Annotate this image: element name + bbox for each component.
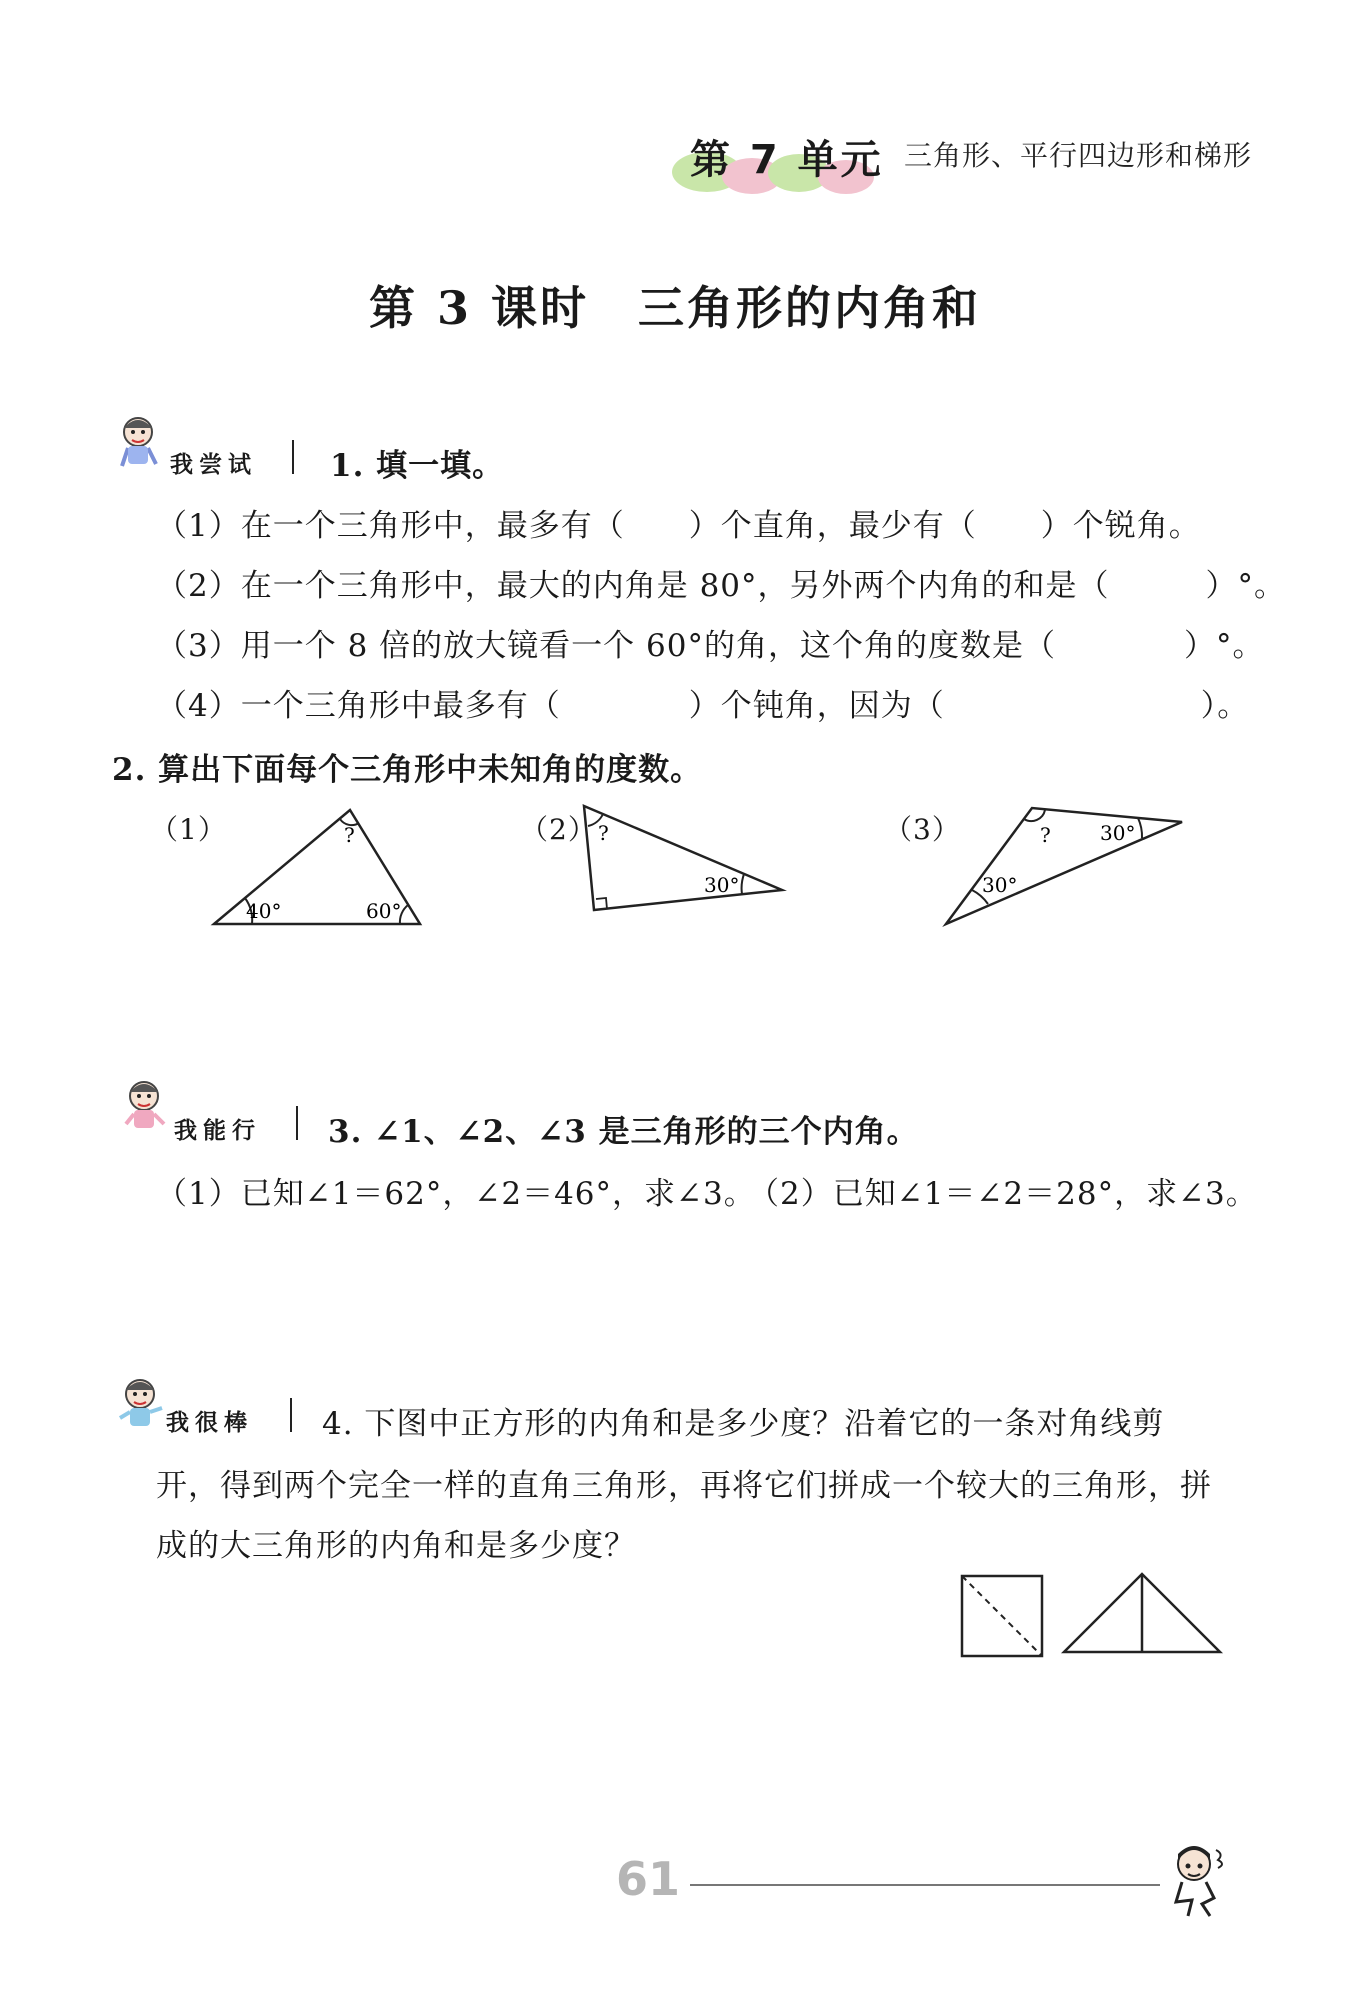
section-tag-try: 我尝试: [170, 452, 257, 478]
section-tag-great: 我很棒: [166, 1410, 253, 1436]
fig3-label: （3）: [884, 813, 961, 846]
section-tag-can: 我能行: [174, 1118, 261, 1144]
fig2-angle-a: 30°: [704, 873, 740, 897]
q4-line-3: 成的大三角形的内角和是多少度？: [156, 1528, 636, 1564]
mascot-girl-3-icon: [114, 1372, 170, 1438]
unit-label: 第 7 单元: [690, 137, 884, 183]
lesson-title: 第 3 课时 三角形的内角和: [368, 281, 982, 335]
page-number: 61: [616, 1852, 681, 1906]
q4-line-2: 开，得到两个完全一样的直角三角形，再将它们拼成一个较大的三角形，拼: [156, 1468, 1212, 1504]
q3-part-1: （1）已知∠1＝62°，∠2＝46°，求∠3。: [156, 1176, 756, 1212]
fig1-angle-unknown: ?: [344, 823, 355, 847]
q4-square-figure: [962, 1576, 1042, 1656]
footer-mascot-icon: [1162, 1840, 1232, 1920]
q3-title: [328, 1106, 919, 1151]
fig2-angle-unknown: ?: [598, 821, 609, 845]
fig1-label: （1）: [150, 813, 227, 846]
q2-title-text: 2. 算出下面每个三角形中未知角的度数。: [112, 752, 703, 788]
unit-subtitle: 三角形、平行四边形和梯形: [904, 139, 1253, 172]
q4-combined-triangle-figure: [1064, 1574, 1220, 1652]
q1-title: 1. 填一填。: [330, 448, 505, 484]
section-divider-2: [296, 1106, 298, 1140]
triangle-3: [946, 808, 1182, 924]
q1-item-1: （1）在一个三角形中，最多有（ ）个直角，最少有（ ）个锐角。: [156, 508, 1201, 544]
fig3-angle-b: 30°: [982, 873, 1018, 897]
q1-item-4: （4）一个三角形中最多有（ ）个钝角，因为（ ）。: [156, 688, 1250, 724]
triangle-1: [214, 810, 420, 924]
footer-rule: [690, 1884, 1160, 1886]
fig1-angle-b: 60°: [366, 899, 402, 923]
mascot-girl-2-icon: [118, 1074, 174, 1140]
fig2-label: （2）: [520, 813, 597, 846]
q4-line-1: 4. 下图中正方形的内角和是多少度？沿着它的一条对角线剪: [322, 1406, 1165, 1442]
q3-part-2: （2）已知∠1＝∠2＝28°，求∠3。: [748, 1176, 1258, 1212]
triangle-2: [584, 806, 782, 910]
q1-item-3: （3）用一个 8 倍的放大镜看一个 60°的角，这个角的度数是（ ）°。: [156, 628, 1265, 664]
fig1-angle-a: 40°: [246, 899, 282, 923]
q1-item-2: （2）在一个三角形中，最大的内角是 80°，另外两个内角的和是（ ）°。: [156, 568, 1287, 604]
q3-title-text: 3. ∠1、∠2、∠3 是三角形的三个内角。: [328, 1114, 919, 1150]
fig3-angle-unknown: ?: [1040, 823, 1051, 847]
section-divider-3: [290, 1398, 292, 1432]
fig3-angle-a: 30°: [1100, 821, 1136, 845]
